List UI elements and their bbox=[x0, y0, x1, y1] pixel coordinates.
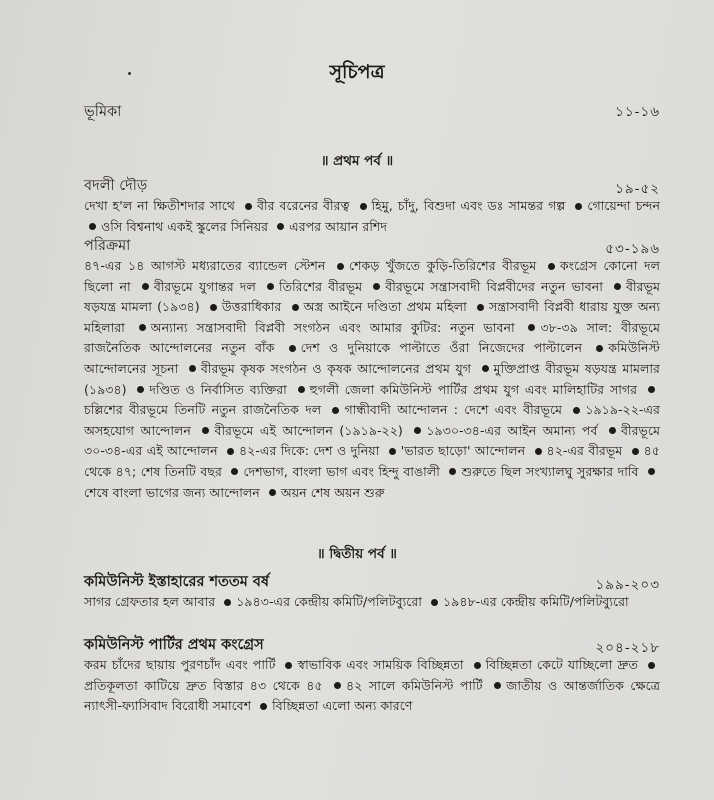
toc-item: ওসি বিশ্বনাথ একই স্কুলের সিনিয়র bbox=[101, 218, 269, 234]
bullet-separator bbox=[231, 468, 238, 475]
bullet-separator bbox=[227, 448, 234, 455]
toc-item: কমিউনিস্ট আন্দোলনের সূচনা bbox=[84, 340, 660, 376]
toc-item: উত্তরাধিকার bbox=[221, 299, 282, 315]
toc-item: অস্ত্র আইনে দণ্ডিতা প্রথম মহিলা bbox=[303, 299, 467, 315]
bullet-separator bbox=[139, 324, 146, 331]
toc-item: শুরুতে ছিল সংখ্যালঘু সুরক্ষার দাবি bbox=[461, 463, 639, 479]
bullet-separator bbox=[142, 283, 149, 290]
toc-item: দেশ ও দুনিয়াকে পাল্টাতে ওঁরা নিজেদের পাল্টালেন bbox=[300, 340, 582, 356]
toc-item: জাতীয় ও আন্তর্জাতিক ক্ষেত্রে ন্যাৎসী-ফ্যাসিবাদ বিরোধী সমাবেশ bbox=[84, 677, 660, 714]
bullet-separator bbox=[373, 283, 380, 290]
toc-item: ৪৫ থেকে ৪৭; শেষ তিনটি বছর bbox=[84, 443, 660, 479]
toc-item: তিরিশের বীরভূম bbox=[279, 278, 363, 294]
bullet-separator bbox=[289, 345, 296, 352]
bullet-separator bbox=[292, 304, 299, 311]
bullet-separator bbox=[648, 468, 655, 475]
section-pages: ৫৩-১৯৬ bbox=[605, 241, 660, 257]
bullet-separator bbox=[414, 427, 421, 434]
toc-item: ৪২-এর দিকে: দেশ ও দুনিয়া bbox=[238, 443, 380, 459]
bullet-separator bbox=[189, 365, 196, 372]
section-items bbox=[84, 592, 660, 613]
toc-item: গোয়েন্দা চন্দন bbox=[587, 198, 660, 213]
bullet-separator bbox=[632, 448, 639, 455]
bullet-separator bbox=[494, 682, 501, 689]
bullet-separator bbox=[277, 223, 284, 230]
toc-item: দণ্ডিত ও নির্বাসিত ব্যক্তিরা bbox=[149, 381, 287, 397]
bullet-separator bbox=[224, 599, 231, 606]
toc-item: চল্লিশের বীরভূমে তিনটি নতুন রাজনৈতিক দল bbox=[84, 402, 322, 418]
toc-item: কংগ্রেস কোনো দল ছিলো না bbox=[84, 258, 660, 294]
bullet-separator bbox=[648, 662, 655, 669]
bullet-separator bbox=[298, 386, 305, 393]
bullet-separator bbox=[89, 223, 96, 230]
bullet-separator bbox=[573, 407, 580, 414]
toc-item: ৩৮-৩৯ সাল: বীরভূমে রাজনৈতিক আন্দোলনের নতুন বাঁক bbox=[84, 319, 660, 356]
bullet-separator bbox=[548, 263, 555, 270]
toc-item: দেশভাগ, বাংলা ভাগ এবং হিন্দু বাঙালী bbox=[243, 463, 440, 479]
bullet-separator bbox=[614, 283, 621, 290]
bullet-separator bbox=[260, 703, 267, 710]
section-items bbox=[84, 655, 660, 717]
toc-item: সন্ত্রাসবাদী বিপ্লবী ধারায় যুক্ত অন্য মহিলারা bbox=[84, 299, 660, 335]
bullet-separator bbox=[648, 386, 655, 393]
toc-item: ১৯৪৩-এর কেন্দ্রীয় কমিটি/পলিটব্যুরো bbox=[236, 594, 422, 609]
preface-pages: ১১-১৬ bbox=[615, 104, 660, 120]
bullet-separator bbox=[575, 203, 582, 210]
toc-section-3 bbox=[84, 572, 660, 613]
toc-item: ৪২-এর বীরভূম bbox=[546, 443, 623, 459]
toc-item: ১৯১৯-২২-এর অসহযোগ আন্দোলন bbox=[84, 402, 660, 438]
toc-item: প্রতিকূলতা কাটিয়ে দ্রুত বিস্তার ৪৩ থেকে ৪৫ bbox=[84, 677, 323, 693]
toc-item: দেখা হ'ল না ক্ষিতীশদার সাথে bbox=[84, 198, 235, 213]
section-pages: ১৯-৫২ bbox=[615, 181, 660, 197]
section-title: বদলী দৌড় bbox=[84, 178, 148, 194]
toc-item: হিমু, চাঁদু, বিশুদা এবং ডঃ সামন্তর গল্প bbox=[371, 198, 566, 213]
toc-item: ৪৭-এর ১৪ আগস্ট মধ্যরাতের ব্যান্ডেল স্টেশন bbox=[84, 258, 326, 273]
bullet-separator bbox=[137, 386, 144, 393]
section-pages: ২০৪-২১৮ bbox=[595, 640, 660, 656]
bullet-separator bbox=[535, 448, 542, 455]
section-title: কমিউনিস্ট ইস্তাহারের শততম বর্ষ bbox=[84, 574, 269, 590]
toc-item: স্বাভাবিক এবং সাময়িক বিচ্ছিন্নতা bbox=[297, 657, 464, 672]
bullet-separator bbox=[477, 304, 484, 311]
bullet-separator bbox=[360, 203, 367, 210]
bullet-separator bbox=[449, 468, 456, 475]
bullet-separator bbox=[332, 407, 339, 414]
toc-item: বীরভূম কৃষক সংগঠন ও কৃষক আন্দোলনের প্রথম যুগ bbox=[200, 360, 471, 376]
toc-item: 'ভারত ছাড়ো' আন্দোলন bbox=[400, 443, 526, 459]
bullet-separator bbox=[210, 304, 217, 311]
toc-item: এরপর আয়ান রশিদ bbox=[289, 218, 387, 234]
preface-label: ভূমিকা bbox=[84, 104, 122, 120]
section-pages: ১৯৯-২০৩ bbox=[595, 577, 660, 593]
bullet-separator bbox=[528, 324, 535, 331]
toc-item: ১৯৩০-৩৪-এর আইন অমান্য পর্ব bbox=[426, 422, 598, 438]
toc-item: বিচ্ছিন্নতা এলো অন্য কারণে bbox=[272, 698, 413, 714]
toc-item: শেকড় খুঁজতে কুড়ি-তিরিশের বীরভূম bbox=[349, 258, 537, 273]
toc-item: শেষে বাংলা ভাগের জন্য আন্দোলন bbox=[84, 484, 260, 500]
toc-section-1 bbox=[84, 176, 660, 237]
toc-item: বীরভূম ষড়যন্ত্র মামলা (১৯৩৪) bbox=[84, 278, 660, 315]
toc-item: বীরভূমে সন্ত্রাসবাদী বিপ্লবীদের নতুন ভাবনা bbox=[385, 278, 603, 294]
bullet-separator bbox=[431, 599, 438, 606]
toc-item: ১৯৪৮-এর কেন্দ্রীয় কমিটি/পলিটব্যুরো bbox=[442, 594, 629, 609]
page-title: সূচিপত্র bbox=[329, 61, 385, 83]
bullet-separator bbox=[337, 263, 344, 270]
toc-item: করম চাঁদের ছায়ায় পুরণচাঁদ এবং পার্টি bbox=[84, 657, 276, 672]
bullet-separator bbox=[389, 448, 396, 455]
bullet-separator bbox=[267, 283, 274, 290]
toc-item: বীরভূমে ৩০-৩৪-এর এই আন্দোলন bbox=[84, 422, 660, 459]
toc-item: বীর বরেনের বীরত্ব bbox=[256, 198, 350, 213]
toc-item: গান্ধীবাদী আন্দোলন : দেশে এবং বীরভূমে bbox=[344, 402, 563, 418]
bullet-separator bbox=[269, 489, 276, 496]
toc-item: বীরভূমে যুগান্তর দল bbox=[153, 278, 256, 294]
bullet-separator bbox=[596, 345, 603, 352]
toc-item: বীরভূমে এই আন্দোলন (১৯১৯-২২) bbox=[214, 422, 403, 438]
bullet-separator bbox=[202, 427, 209, 434]
preface-entry bbox=[84, 101, 660, 125]
bullet-separator bbox=[482, 365, 489, 372]
section-title: পরিক্রমা bbox=[84, 238, 131, 254]
part-heading-2: ॥ দ্বিতীয় পর্ব ॥ bbox=[317, 546, 397, 562]
toc-item: অন্যান্য সন্ত্রাসবাদী বিপ্লবী সংগঠন এবং আমার কুটির: নতুন ভাবনা bbox=[150, 319, 515, 335]
toc-item: অয়ন শেষ অয়ন শুরু bbox=[280, 484, 385, 500]
part-heading-1: ॥ প্রথম পর্ব ॥ bbox=[320, 153, 394, 169]
bullet-separator bbox=[245, 203, 252, 210]
toc-item: বিচ্ছিন্নতা কেটে যাচ্ছিলো দ্রুত bbox=[485, 657, 638, 672]
toc-item: ৪২ সালে কমিউনিস্ট পার্টি bbox=[346, 677, 483, 693]
toc-item: মুক্তিপ্রাপ্ত বীরভূম ষড়যন্ত্র মামলার (১৯৩৪) bbox=[84, 360, 660, 397]
section-items bbox=[84, 196, 660, 237]
toc-section-4 bbox=[84, 635, 660, 717]
bullet-separator bbox=[474, 662, 481, 669]
section-items bbox=[84, 256, 660, 503]
bullet-separator bbox=[285, 662, 292, 669]
section-title: কমিউনিস্ট পার্টির প্রথম কংগ্রেস bbox=[84, 637, 264, 653]
bullet-separator bbox=[609, 427, 616, 434]
toc-item: সাগর গ্রেফতার হল আবার bbox=[84, 594, 216, 609]
bullet-separator bbox=[334, 682, 341, 689]
toc-section-2 bbox=[84, 236, 660, 503]
toc-item: হুগলী জেলা কমিউনিস্ট পার্টির প্রথম যুগ এবং মালিহাটির সাগর bbox=[309, 381, 638, 397]
